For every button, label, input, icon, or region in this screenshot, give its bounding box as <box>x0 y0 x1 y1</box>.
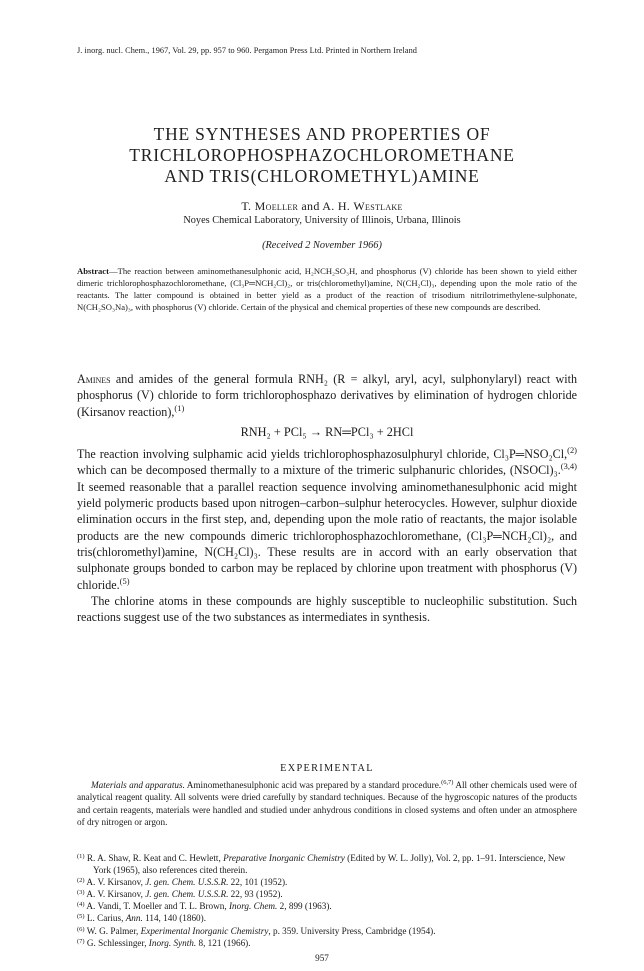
intro-lead-word: Amines <box>77 372 111 386</box>
reference-source: J. gen. Chem. U.S.S.R. <box>145 889 229 900</box>
reference-number: (5) <box>77 913 85 921</box>
abstract-label: Abstract <box>77 266 109 276</box>
reference-authors: L. Carius, <box>86 913 126 924</box>
reference-authors: G. Schlessinger, <box>86 937 149 948</box>
reference-number: (2) <box>77 877 85 885</box>
reference-authors: A. V. Kirsanov, <box>86 889 146 900</box>
reference-item <box>77 912 577 924</box>
intro-paragraph <box>77 371 577 420</box>
running-head: J. inorg. nucl. Chem., 1967, Vol. 29, pp. 957 to 960. Pergamon Press Ltd. Printed in Northern Ireland <box>77 46 417 55</box>
reference-details: 2, 899 (1963). <box>277 901 332 912</box>
reference-authors: A. Vandi, T. Moeller and T. L. Brown, <box>86 901 229 912</box>
para2-text-1: The reaction involving sulphamic acid yields trichlorophosphazosulphuryl chloride, Cl₃P═NSO₂Cl, <box>77 447 568 462</box>
reference-source: Ann. <box>125 913 143 924</box>
author-line <box>60 199 584 214</box>
body-paragraph-2 <box>77 446 577 593</box>
abstract <box>77 265 577 313</box>
reference-item <box>77 937 577 949</box>
reference-details: 22, 101 (1952). <box>228 877 288 888</box>
reference-source: J. gen. Chem. U.S.S.R. <box>145 877 229 888</box>
reference-item <box>77 900 577 912</box>
page-number: 957 <box>315 953 329 963</box>
reference-item <box>77 876 577 888</box>
materials-paragraph <box>77 779 577 829</box>
reference-source: Inorg. Chem. <box>228 901 278 912</box>
reference-item <box>77 888 577 900</box>
materials-text-2: All other chemicals used were of analytical reagent quality. All solvents were dried carefully by standard techniques. Because of the hygroscopic natures of the products and certain reagents, materials were handled and studied under anhydrous conditions in closed systems and often under an atmosphere of dry nitrogen or argon. <box>77 780 578 828</box>
reference-details: 22, 93 (1952). <box>228 889 283 900</box>
materials-text <box>77 779 577 829</box>
body-paragraph-3: The chlorine atoms in these compounds are highly susceptible to nucleophilic substitution. Such reactions suggest use of the two substances as intermediates in synthesis. <box>77 593 577 625</box>
author-2-initials: A. H. <box>322 199 354 213</box>
reference-details: 8, 121 (1966). <box>196 937 251 948</box>
reference-item <box>77 925 577 937</box>
reference-list <box>77 852 577 949</box>
author-2-surname: Westlake <box>353 199 403 213</box>
paper-title <box>60 124 584 187</box>
intro-text: and amides of the general formula RNH₂ (R = alkyl, aryl, acyl, sulphonylaryl) react with phosphorus (V) chloride to form trichlorophosphazo derivatives by elimination of hydrogen chloride (Kirsanov reaction), <box>77 372 577 419</box>
section-heading: EXPERIMENTAL <box>280 763 374 774</box>
citation: (3,4) <box>560 461 577 472</box>
title-line-3: AND TRIS(CHLOROMETHYL)AMINE <box>164 166 480 186</box>
author-1-surname: Moeller <box>254 199 299 213</box>
reference-number: (7) <box>77 937 85 945</box>
citation: (6,7) <box>441 778 454 786</box>
title-line-2: TRICHLOROPHOSPHAZOCHLOROMETHANE <box>129 145 515 165</box>
reference-number: (1) <box>77 853 85 860</box>
title-line-1: THE SYNTHESES AND PROPERTIES OF <box>153 124 491 144</box>
author-1-initials: T. <box>241 199 255 213</box>
materials-label: Materials and apparatus. <box>91 780 185 790</box>
reference-authors: A. V. Kirsanov, <box>86 877 146 888</box>
reference-details: , p. 359. University Press, Cambridge (1954). <box>268 925 436 936</box>
affiliation: Noyes Chemical Laboratory, University of Illinois, Urbana, Illinois <box>183 215 461 226</box>
kirsanov-equation: RNH₂ + PCl₅ → RN═PCl₃ + 2HCl <box>240 424 414 439</box>
citation: (1) <box>174 402 185 413</box>
reference-number: (3) <box>77 889 85 897</box>
received-date: (Received 2 November 1966) <box>262 240 382 251</box>
para2-text-2: which can be decomposed thermally to a mixture of the trimeric sulphanuric chlorides, (NSOCl)₃. <box>77 463 561 478</box>
reference-number: (6) <box>77 925 85 933</box>
reference-details: 114, 140 (1860). <box>142 913 206 924</box>
reference-authors: R. A. Shaw, R. Keat and C. Hewlett, <box>86 853 224 863</box>
materials-text-1: Aminomethanesulphonic acid was prepared by a standard procedure. <box>184 780 442 790</box>
reference-source: Preparative Inorganic Chemistry <box>223 853 345 863</box>
reference-number: (4) <box>77 901 85 909</box>
reference-authors: W. G. Palmer, <box>86 925 141 936</box>
reference-item <box>77 852 577 876</box>
citation: (5) <box>119 575 130 586</box>
reference-source: Experimental Inorganic Chemistry <box>140 925 269 936</box>
para2-text-3: It seemed reasonable that a parallel reaction sequence involving aminomethanesulphonic acid might yield polymeric products based upon nitrogen–carbon–sulphur heterocycles. However, sulphur dioxide elimination occurs in the first step, and, depending upon the mole ratio of reactants, the major isolable products are the new compounds dimeric trichlorophosphazochloromethane, (Cl₃P═NCH₂Cl)₂, and tris(chloromethyl)amine, N(CH₂Cl)₃. These results are in accord with an early observation that sulphonate groups bonded to carbon may be replaced by chlorine upon treatment with phosphorus (V) chloride. <box>77 479 577 592</box>
body-text <box>77 371 577 625</box>
reference-source: Inorg. Synth. <box>148 937 197 948</box>
author-conjunction: and <box>298 199 323 213</box>
citation: (2) <box>567 445 577 456</box>
abstract-text: —The reaction between aminomethanesulphonic acid, H₂NCH₂SO₃H, and phosphorus (V) chloride has been shown to yield either dimeric trichlorophosphazochloromethane, (Cl₃P═NCH₂Cl)₂, or tris(chloromethyl)amine, N(CH₂Cl)₃, depending upon the mole ratio of the reactants. The latter compound is obtained in better yield as a product of the reaction of trisodium nitrilotrimethylene-sulphonate, N(CH₂SO₃Na)₃, with phosphorus (V) chloride. Certain of the physical and chemical properties of these new compounds are described. <box>77 266 577 313</box>
reference-details: (Edited by W. L. Jolly), Vol. 2, pp. 1–91. Interscience, New York (1965), also references cited therein. <box>93 853 566 876</box>
